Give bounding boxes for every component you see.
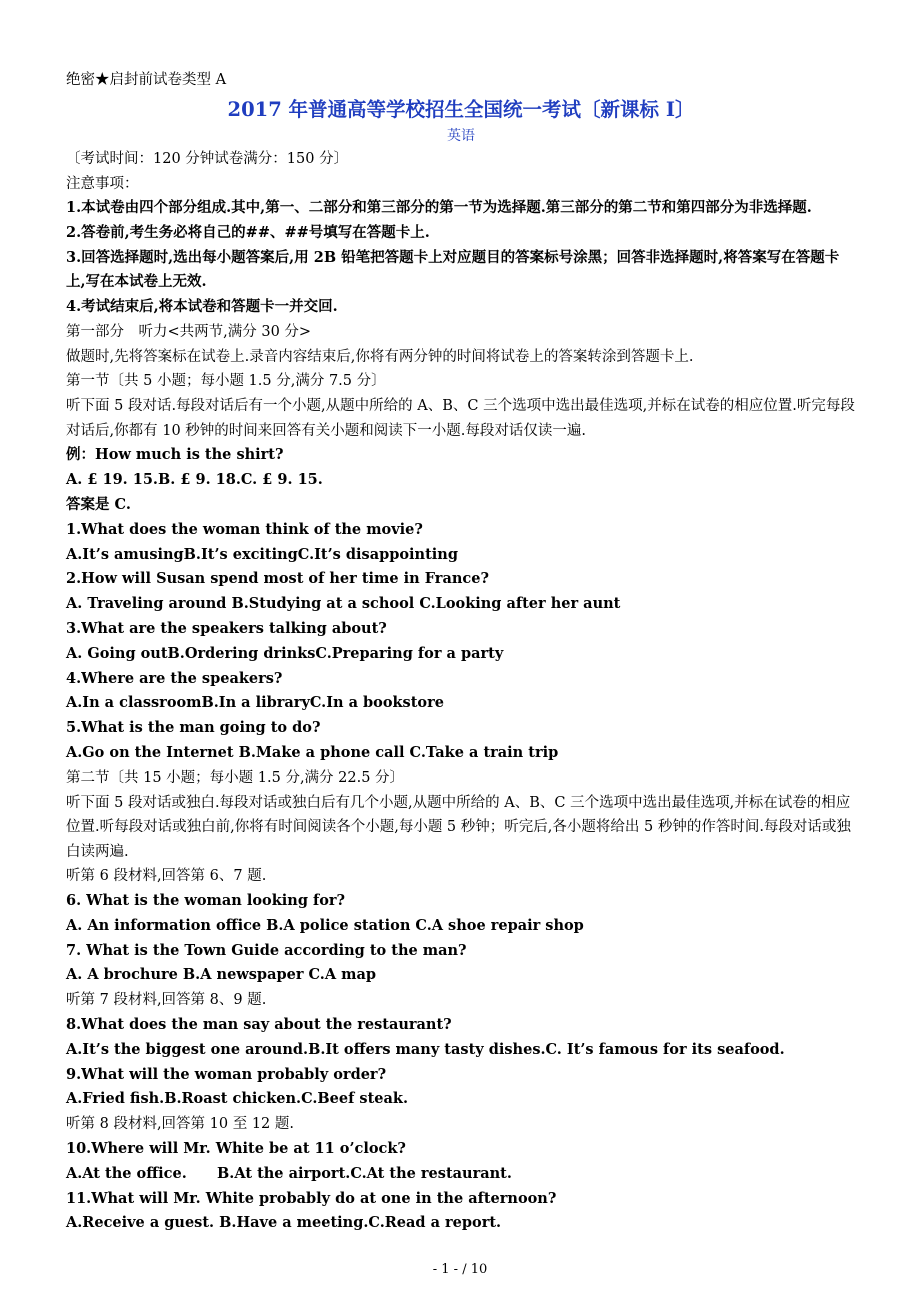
notice-item-1: 1.本试卷由四个部分组成.其中,第一、二部分和第三部分的第一节为选择题.第三部分的第二节和第四部分为非选择题. [66, 199, 812, 217]
question-1: 1.What does the woman think of the movie? [66, 520, 423, 538]
question-11-options: A.Receive a guest. B.Have a meeting.C.Read a report. [66, 1214, 502, 1232]
question-6-options: A. An information office B.A police station C.A shoe repair shop [66, 916, 584, 934]
exam-page [66, 68, 856, 1236]
question-3-options: A. Going outB.Ordering drinksC.Preparing for a party [66, 644, 504, 662]
exam-title: 2017 年普通高等学校招生全国统一考试〔新课标 I〕 [227, 97, 695, 121]
question-2-options: A. Traveling around B.Studying at a school C.Looking after her aunt [66, 595, 621, 613]
material-6-heading: 听第 6 段材料,回答第 6、7 题. [66, 868, 267, 885]
section-two-heading: 第二节〔共 15 小题；每小题 1.5 分,满分 22.5 分〕 [66, 769, 405, 786]
part-one-heading: 第一部分 听力<共两节,满分 30 分> [66, 323, 312, 340]
question-11: 11.What will Mr. White probably do at one in the afternoon? [66, 1189, 557, 1207]
question-10-options: A.At the office. B.At the airport.C.At the restaurant. [66, 1164, 512, 1182]
question-7: 7. What is the Town Guide according to the man? [66, 941, 467, 959]
notice-item-3: 3.回答选择题时,选出每小题答案后,用 2B 铅笔把答题卡上对应题目的答案标号涂黑；回答非选择题时,将答案写在答题卡上,写在本试卷上无效. [66, 248, 840, 291]
section-two-instruction: 听下面 5 段对话或独白.每段对话或独白后有几个小题,从题中所给的 A、B、C 三个选项中选出最佳选项,并标在试卷的相应位置.听每段对话或独白前,你将有时间阅读各个小题,每小题 5 秒钟；听完后,各小题将给出 5 秒钟的作答时间.每段对话或独白读两遍. [66, 794, 851, 860]
question-7-options: A. A brochure B.A newspaper C.A map [66, 966, 377, 984]
question-1-options: A.It’s amusingB.It’s excitingC.It’s disappointing [66, 545, 458, 563]
notice-heading: 注意事项： [66, 175, 139, 192]
question-6: 6. What is the woman looking for? [66, 892, 346, 910]
part-one-instruction: 做题时,先将答案标在试卷上.录音内容结束后,你将有两分钟的时间将试卷上的答案转涂到答题卡上. [66, 348, 694, 365]
secret-label: 绝密★启封前试卷类型 A [66, 72, 227, 88]
material-8-heading: 听第 8 段材料,回答第 10 至 12 题. [66, 1116, 294, 1133]
question-9: 9.What will the woman probably order? [66, 1065, 387, 1083]
material-7-heading: 听第 7 段材料,回答第 8、9 题. [66, 992, 267, 1009]
question-10: 10.Where will Mr. White be at 11 o’clock? [66, 1140, 406, 1158]
example-question: 例：How much is the shirt? [66, 446, 284, 464]
question-4-options: A.In a classroomB.In a libraryC.In a bookstore [66, 694, 444, 712]
question-3: 3.What are the speakers talking about? [66, 619, 387, 637]
question-9-options: A.Fried fish.B.Roast chicken.C.Beef steak. [66, 1090, 408, 1108]
question-2: 2.How will Susan spend most of her time in France? [66, 570, 489, 588]
question-4: 4.Where are the speakers? [66, 669, 283, 687]
subject-label: 英语 [447, 127, 475, 144]
question-5-options: A.Go on the Internet B.Make a phone call C.Take a train trip [66, 743, 559, 761]
exam-duration: 〔考试时间：120 分钟试卷满分：150 分〕 [66, 150, 349, 167]
section-one-instruction: 听下面 5 段对话.每段对话后有一个小题,从题中所给的 A、B、C 三个选项中选出最佳选项,并标在试卷的相应位置.听完每段对话后,你都有 10 秒钟的时间来回答有关小题和阅读下一小题.每段对话仅读一遍. [66, 398, 855, 439]
section-one-heading: 第一节〔共 5 小题；每小题 1.5 分,满分 7.5 分〕 [66, 373, 386, 390]
example-answer: 答案是 C. [66, 495, 131, 513]
notice-item-2: 2.答卷前,考生务必将自己的##、##号填写在答题卡上. [66, 223, 430, 241]
page-number: - 1 - / 10 [432, 1262, 488, 1277]
example-options: A. £ 19. 15.B. £ 9. 18.C. £ 9. 15. [66, 471, 323, 489]
question-8: 8.What does the man say about the restaurant? [66, 1016, 452, 1034]
question-5: 5.What is the man going to do? [66, 719, 321, 737]
notice-item-4: 4.考试结束后,将本试卷和答题卡一并交回. [66, 297, 338, 315]
question-8-options: A.It’s the biggest one around.B.It offers many tasty dishes.C. It’s famous for its seafood. [66, 1040, 785, 1058]
